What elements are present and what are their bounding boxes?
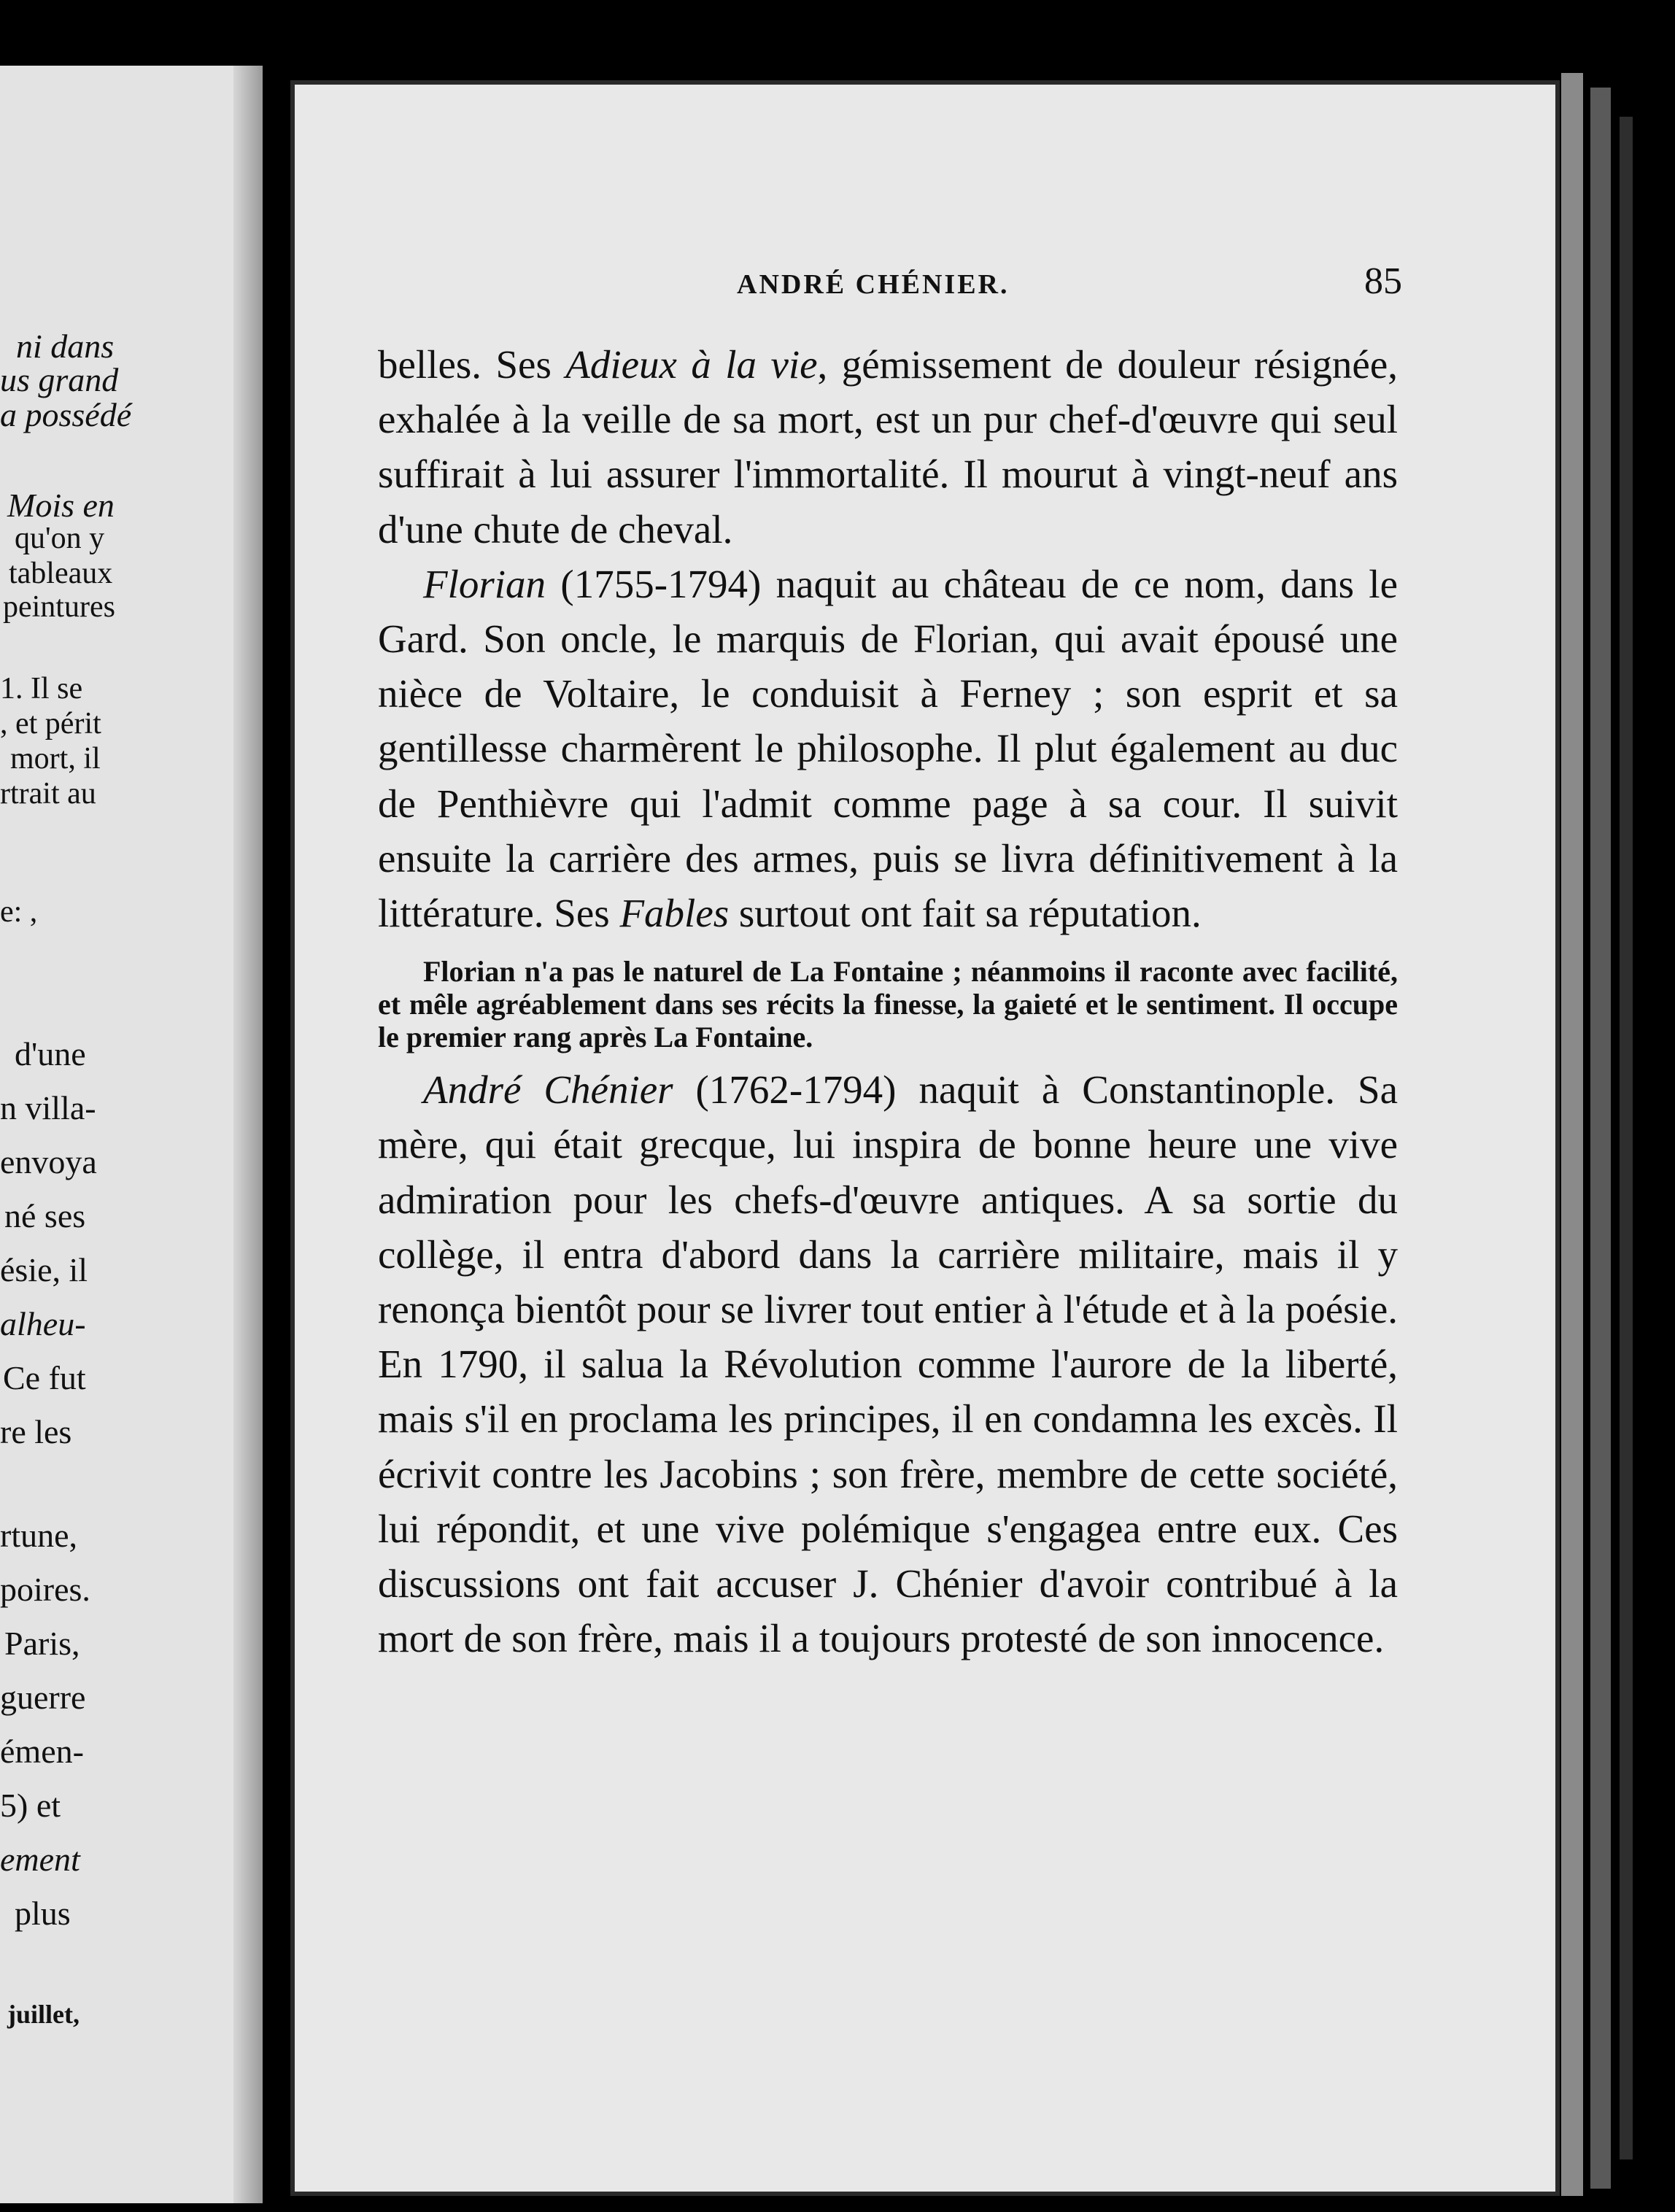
paragraph-florian (378, 557, 1398, 940)
left-line: alheu- (0, 1305, 86, 1342)
left-line: 1. Il se (0, 672, 83, 705)
left-line: émen- (0, 1733, 84, 1770)
left-line: 5) et (0, 1787, 61, 1824)
left-line: mort, il (10, 742, 101, 776)
left-line: qu'on y (15, 522, 105, 555)
left-line: ement (0, 1841, 80, 1878)
left-line: rtrait au (0, 777, 96, 811)
text-run: (1755-1794) naquit au château de ce nom, dans le Gard. Son oncle, le marquis de Florian, qui avait épousé une nièce de Voltaire, le conduisit à Ferney ; son esprit et sa gentillesse charmèrent le philosophe. Il plut également au duc de Penthièvre qui l'admit comme page à sa cour. Il suivit ensuite la carrière des armes, puis se livra définitivement à la littérature. Ses (378, 561, 1398, 936)
left-line: plus (15, 1895, 71, 1932)
left-line: peintures (3, 590, 115, 624)
left-line: us grand (0, 361, 119, 398)
left-line: Paris, (4, 1625, 80, 1662)
book-gutter (233, 66, 263, 2203)
left-line: d'une (15, 1035, 86, 1072)
body-text (378, 337, 1398, 1666)
author-name: Florian (423, 561, 546, 606)
page-edge (1590, 88, 1611, 2189)
left-line: Mois en (7, 487, 115, 524)
left-line: e: , (0, 895, 38, 929)
left-line: rtune, (0, 1517, 78, 1554)
text-run: , gémissement de douleur résignée, exhalée à la veille de sa mort, est un pur chef-d'œuvre qui seul suffirait à lui assurer l'immortalité. Il mourut à vingt-neuf ans d'une chute de cheval. (378, 342, 1398, 552)
italic-title: Adieux à la vie (565, 342, 818, 387)
author-name: André Chénier (423, 1067, 673, 1113)
paragraph-andre-chenier (378, 1062, 1398, 1666)
text-run: surtout ont fait sa réputation. (729, 891, 1202, 936)
left-line: re les (0, 1413, 72, 1450)
note-florian: Florian n'a pas le naturel de La Fontaine ; néanmoins il raconte avec facilité, et mêle agréablement dans ses récits la finesse, la gaieté et le sentiment. Il occupe le premier rang après La Fontaine. (378, 955, 1398, 1054)
left-line: juillet, (7, 2000, 80, 2029)
page-edge (1620, 117, 1633, 2159)
left-line: ésie, il (0, 1251, 88, 1288)
left-line: Ce fut (3, 1359, 86, 1396)
page-edge (1561, 73, 1583, 2196)
left-line: , et périt (0, 707, 101, 740)
paragraph-chenier-adieux (378, 337, 1398, 557)
text-run: belles. Ses (378, 342, 566, 387)
left-line: a possédé (0, 396, 132, 433)
text-run: (1762-1794) naquit à Constantinople. Sa mère, qui était grecque, lui inspira de bonne heure une vive admiration pour les chefs-d'œuvre antiques. A sa sortie du collège, il entra d'abord dans la carrière militaire, mais il y renonça bientôt pour se livrer tout entier à l'étude et à la poésie. En 1790, il salua la Révolution comme l'aurore de la liberté, mais s'il en proclama les principes, il en condamna les excès. Il écrivit contre les Jacobins ; son frère, membre de cette société, lui répondit, et une vive polémique s'engagea entre eux. Ces discussions ont fait accuser J. Chénier d'avoir contribué à la mort de son frère, mais il a toujours protesté de son innocence. (378, 1067, 1398, 1661)
left-line: guerre (0, 1679, 86, 1716)
left-line: n villa- (0, 1089, 96, 1126)
left-line: ni dans (16, 328, 115, 365)
left-line: poires. (0, 1571, 90, 1608)
page-number: 85 (1364, 260, 1402, 302)
left-line: né ses (4, 1197, 86, 1234)
italic-title: Fables (619, 891, 730, 936)
running-head: ANDRÉ CHÉNIER. (737, 269, 1010, 300)
left-line: tableaux (9, 557, 113, 590)
left-line: envoya (0, 1143, 97, 1180)
